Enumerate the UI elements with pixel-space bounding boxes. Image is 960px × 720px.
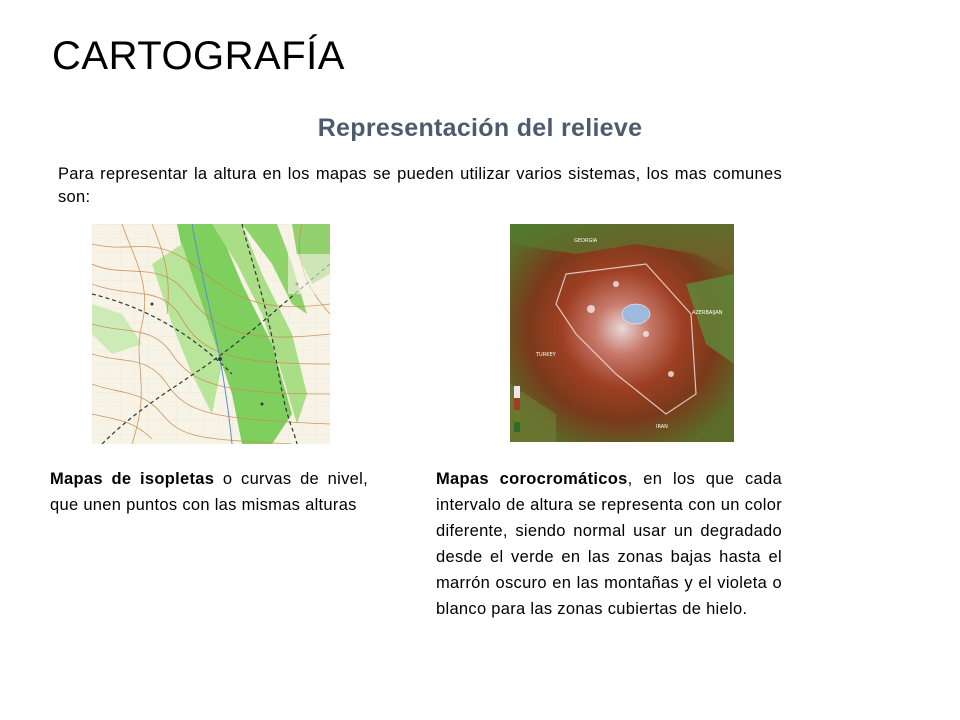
isopleth-caption-term: Mapas de isopletas: [50, 470, 215, 488]
choropleth-caption-term: Mapas corocromáticos: [436, 470, 628, 488]
label-iran: IRAN: [656, 424, 668, 430]
contour-map-image: [92, 224, 330, 444]
choropleth-map-caption: [436, 466, 782, 622]
isopleth-caption-text: o curvas de nivel, que unen puntos con las mismas alturas: [50, 470, 368, 514]
choropleth-caption-text: , en los que cada intervalo de altura se representa con un color diferente, siendo normal usar un degradado desde el verde en las zonas bajas hasta el marrón oscuro en las montañas y el violeta o blanco para las zonas cubiertas de hielo.: [436, 470, 782, 618]
label-georgia: GEORGIA: [574, 238, 598, 244]
slide-subtitle: Representación del relieve: [317, 114, 643, 142]
label-azerbaijan: AZERBAIJAN: [692, 310, 723, 316]
relief-map-image: [496, 214, 748, 454]
label-turkey: TURKEY: [536, 352, 556, 358]
slide-title: CARTOGRAFÍA: [52, 34, 345, 78]
intro-paragraph: Para representar la altura en los mapas se pueden utilizar varios sistemas, los mas comunes son:: [58, 165, 782, 206]
isopleth-map-caption: [50, 466, 368, 518]
